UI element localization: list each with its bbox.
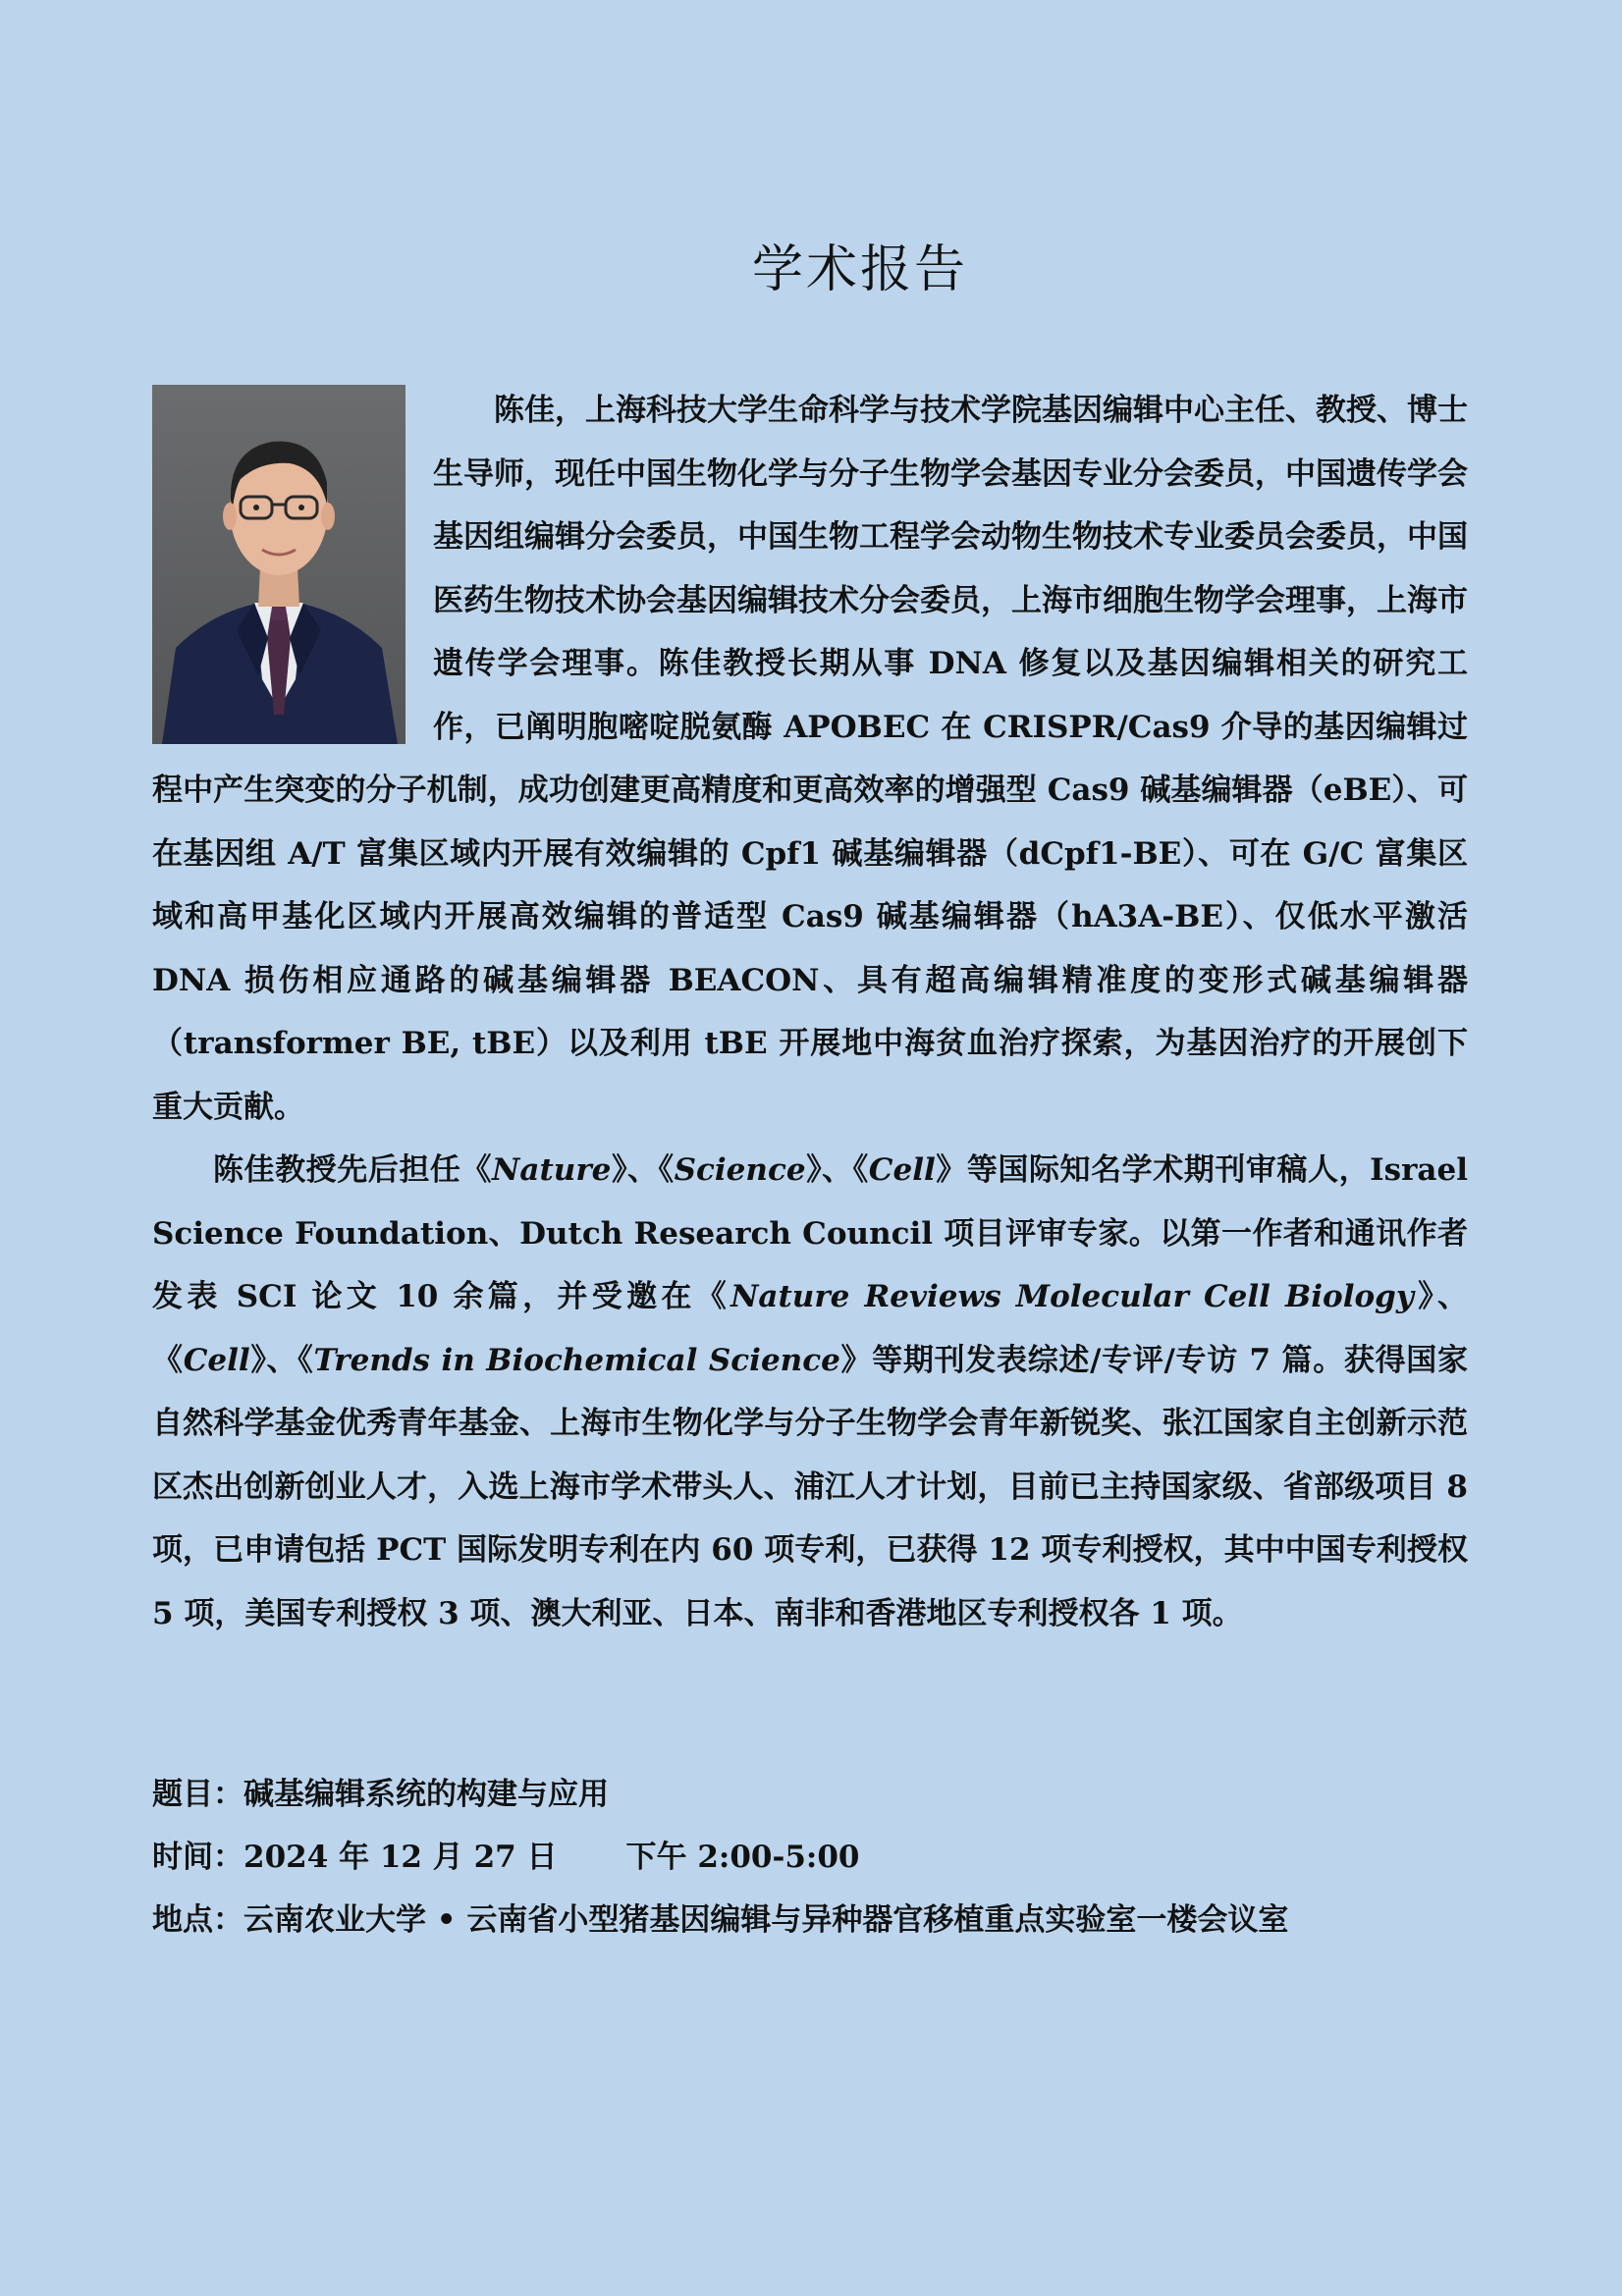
bio-paragraph-2: 陈佳教授先后担任《Nature》、《Science》、《Cell》等国际知名学术期刊审稿人，Israel Science Foundation、Dutch Research Council 项目评审专家。以第一作者和通讯作者发表 SCI 论文 10 余篇，并受邀在《Nature Reviews Molecular Cell Biology》、《Cell》、《Trends in Biochemical Science》等期刊发表综述/专评/专访 7 篇。获得国家自然科学基金优秀青年基金、上海市生物化学与分子生物学会青年新锐奖、张江国家自主创新示范区杰出创新创业人才，入选上海市学术带头人、浦江人才计划，目前已主持国家级、省部级项目 8 项，已申请包括 PCT 国际发明专利在内 60 项专利，已获得 12 项专利授权，其中中国专利授权 5 项，美国专利授权 3 项、澳大利亚、日本、南非和香港地区专利授权各 1 项。	[152, 1152, 1469, 1631]
event-details	[152, 1763, 1288, 1951]
place-value: 云南农业大学 • 云南省小型猪基因编辑与异种器官移植重点实验室一楼会议室	[243, 1902, 1289, 1938]
time-row	[152, 1826, 1288, 1889]
date-value: 2024 年 12 月 27 日	[243, 1840, 558, 1875]
topic-row	[152, 1763, 1288, 1826]
place-label: 地点：	[152, 1902, 243, 1938]
biography	[152, 379, 1468, 1645]
place-row	[152, 1889, 1288, 1951]
topic-value: 碱基编辑系统的构建与应用	[243, 1777, 609, 1812]
page-title: 学术报告	[751, 240, 968, 299]
time-value: 下午 2:00-5:00	[625, 1840, 860, 1875]
topic-label: 题目：	[152, 1777, 243, 1812]
speaker-photo	[152, 385, 406, 744]
time-label: 时间：	[152, 1840, 243, 1875]
bio-paragraph-1: 陈佳，上海科技大学生命科学与技术学院基因编辑中心主任、教授、博士生导师，现任中国生物化学与分子生物学会基因专业分会委员，中国遗传学会基因组编辑分会委员，中国生物工程学会动物生物技术专业委员会委员，中国医药生物技术协会基因编辑技术分会委员，上海市细胞生物学会理事，上海市遗传学会理事。陈佳教授长期从事 DNA 修复以及基因编辑相关的研究工作，已阐明胞嘧啶脱氨酶 APOBEC 在 CRISPR/Cas9 介导的基因编辑过程中产生突变的分子机制，成功创建更高精度和更高效率的增强型 Cas9 碱基编辑器（eBE）、可在基因组 A/T 富集区域内开展有效编辑的 Cpf1 碱基编辑器（dCpf1-BE）、可在 G/C 富集区域和高甲基化区域内开展高效编辑的普适型 Cas9 碱基编辑器（hA3A-BE）、仅低水平激活 DNA 损伤相应通路的碱基编辑器 BEACON、具有超高编辑精准度的变形式碱基编辑器（transformer BE, tBE）以及利用 tBE 开展地中海贫血治疗探索，为基因治疗的开展创下重大贡献。	[152, 393, 1468, 1125]
portrait-illustration	[152, 385, 406, 744]
